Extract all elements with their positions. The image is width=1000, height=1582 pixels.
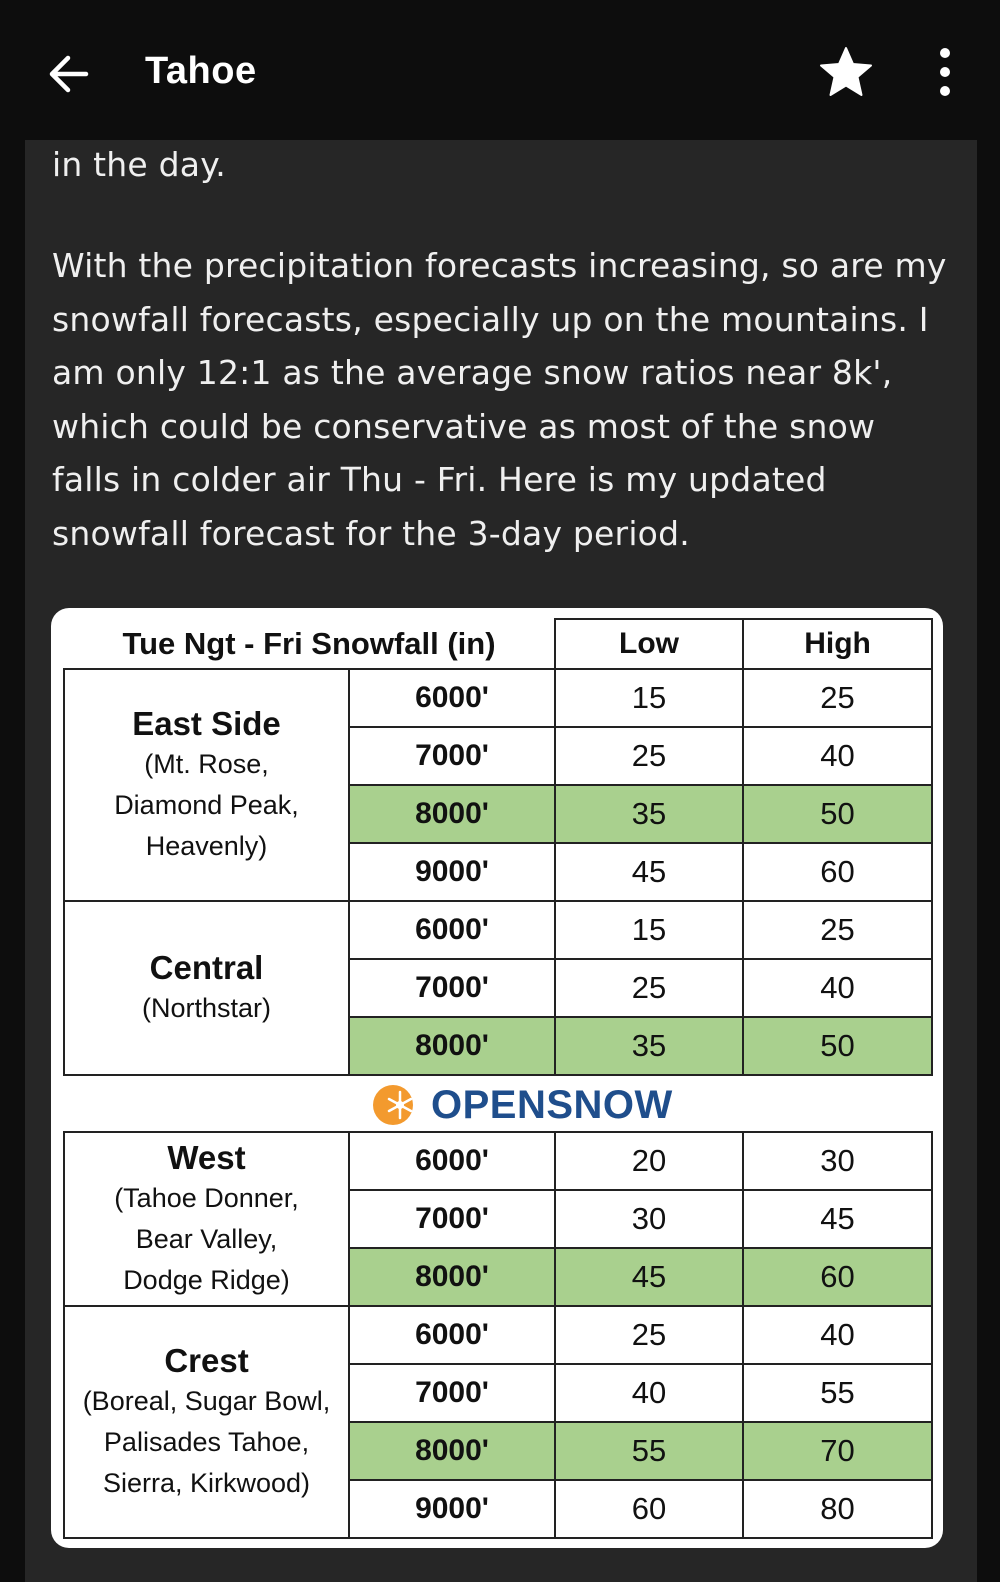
table-title: Tue Ngt - Fri Snowfall (in)	[122, 625, 496, 661]
low-value-cell: 45	[555, 843, 743, 901]
high-value-cell: 40	[743, 727, 932, 785]
elevation-cell: 7000'	[349, 959, 555, 1017]
region-resorts: (Boreal, Sugar Bowl,	[82, 1386, 331, 1416]
table-row	[64, 669, 932, 727]
elevation-cell: 6000'	[349, 1132, 555, 1190]
high-value-cell: 25	[743, 901, 932, 959]
low-value-cell: 25	[555, 1306, 743, 1364]
more-options-button[interactable]	[925, 42, 965, 102]
page-title: Tahoe	[145, 50, 257, 92]
region-resorts: (Northstar)	[141, 993, 271, 1023]
region-resorts: Heavenly)	[145, 831, 268, 861]
snowfall-table-bottom	[63, 1131, 933, 1539]
low-value-cell: 25	[555, 727, 743, 785]
elevation-cell: 9000'	[349, 1480, 555, 1538]
article-paragraph: With the precipitation forecasts increasing, so are my snowfall forecasts, especially up on the mountains. I am only 12:1 as the average snow ratios near 8k', which could be conservative as most of the snow falls in colder air Thu - Fri. Here is my updated snowfall forecast for the 3-day period.	[52, 246, 947, 553]
top-app-bar	[0, 0, 1000, 140]
low-value-cell: 30	[555, 1190, 743, 1248]
table-row	[64, 1132, 932, 1190]
high-value-cell: 60	[743, 843, 932, 901]
region-name: East Side	[132, 705, 281, 742]
region-cell	[64, 1132, 349, 1306]
low-value-cell: 55	[555, 1422, 743, 1480]
logo-text: OPENSNOW	[431, 1082, 673, 1127]
snowfall-forecast-image	[51, 608, 943, 1548]
low-value-cell: 20	[555, 1132, 743, 1190]
region-resorts: Diamond Peak,	[114, 790, 299, 820]
arrow-left-icon	[46, 54, 90, 94]
elevation-cell: 7000'	[349, 1364, 555, 1422]
region-resorts: Sierra, Kirkwood)	[102, 1468, 311, 1498]
region-resorts: (Tahoe Donner,	[114, 1183, 299, 1213]
low-value-cell: 35	[555, 785, 743, 843]
more-vertical-icon	[938, 47, 952, 97]
region-name: West	[167, 1139, 246, 1176]
elevation-cell: 7000'	[349, 1190, 555, 1248]
high-value-cell: 50	[743, 785, 932, 843]
high-value-cell: 40	[743, 1306, 932, 1364]
elevation-cell: 6000'	[349, 1306, 555, 1364]
region-cell	[64, 901, 349, 1075]
elevation-cell: 8000'	[349, 785, 555, 843]
low-value-cell: 60	[555, 1480, 743, 1538]
favorite-button[interactable]	[818, 44, 874, 100]
opensnow-logo	[369, 1080, 673, 1130]
sun-snowflake-icon	[369, 1080, 423, 1130]
elevation-cell: 6000'	[349, 669, 555, 727]
high-value-cell: 45	[743, 1190, 932, 1248]
elevation-cell: 6000'	[349, 901, 555, 959]
high-value-cell: 60	[743, 1248, 932, 1306]
region-resorts: Palisades Tahoe,	[103, 1427, 310, 1457]
table-row	[64, 1306, 932, 1364]
star-icon	[819, 46, 873, 98]
region-cell	[64, 669, 349, 901]
region-cell	[64, 1306, 349, 1538]
high-value-cell: 25	[743, 669, 932, 727]
elevation-cell: 8000'	[349, 1017, 555, 1075]
region-resorts: (Mt. Rose,	[144, 749, 269, 779]
elevation-cell: 8000'	[349, 1422, 555, 1480]
high-value-cell: 55	[743, 1364, 932, 1422]
article-paragraph: in the day.	[52, 145, 226, 184]
region-name: Crest	[164, 1342, 249, 1379]
high-value-cell: 30	[743, 1132, 932, 1190]
low-value-cell: 15	[555, 669, 743, 727]
elevation-cell: 9000'	[349, 843, 555, 901]
region-resorts: Bear Valley,	[135, 1224, 278, 1254]
article-content[interactable]	[25, 140, 977, 1582]
elevation-cell: 7000'	[349, 727, 555, 785]
high-value-cell: 50	[743, 1017, 932, 1075]
snowfall-table-top	[63, 618, 933, 1076]
low-value-cell: 40	[555, 1364, 743, 1422]
elevation-cell: 8000'	[349, 1248, 555, 1306]
high-value-cell: 40	[743, 959, 932, 1017]
region-resorts: Dodge Ridge)	[123, 1265, 290, 1295]
column-header-low: Low	[555, 619, 743, 669]
back-button[interactable]	[42, 48, 94, 100]
low-value-cell: 45	[555, 1248, 743, 1306]
high-value-cell: 80	[743, 1480, 932, 1538]
low-value-cell: 25	[555, 959, 743, 1017]
table-row	[64, 901, 932, 959]
high-value-cell: 70	[743, 1422, 932, 1480]
column-header-high: High	[743, 619, 932, 669]
low-value-cell: 15	[555, 901, 743, 959]
low-value-cell: 35	[555, 1017, 743, 1075]
region-name: Central	[149, 949, 264, 986]
